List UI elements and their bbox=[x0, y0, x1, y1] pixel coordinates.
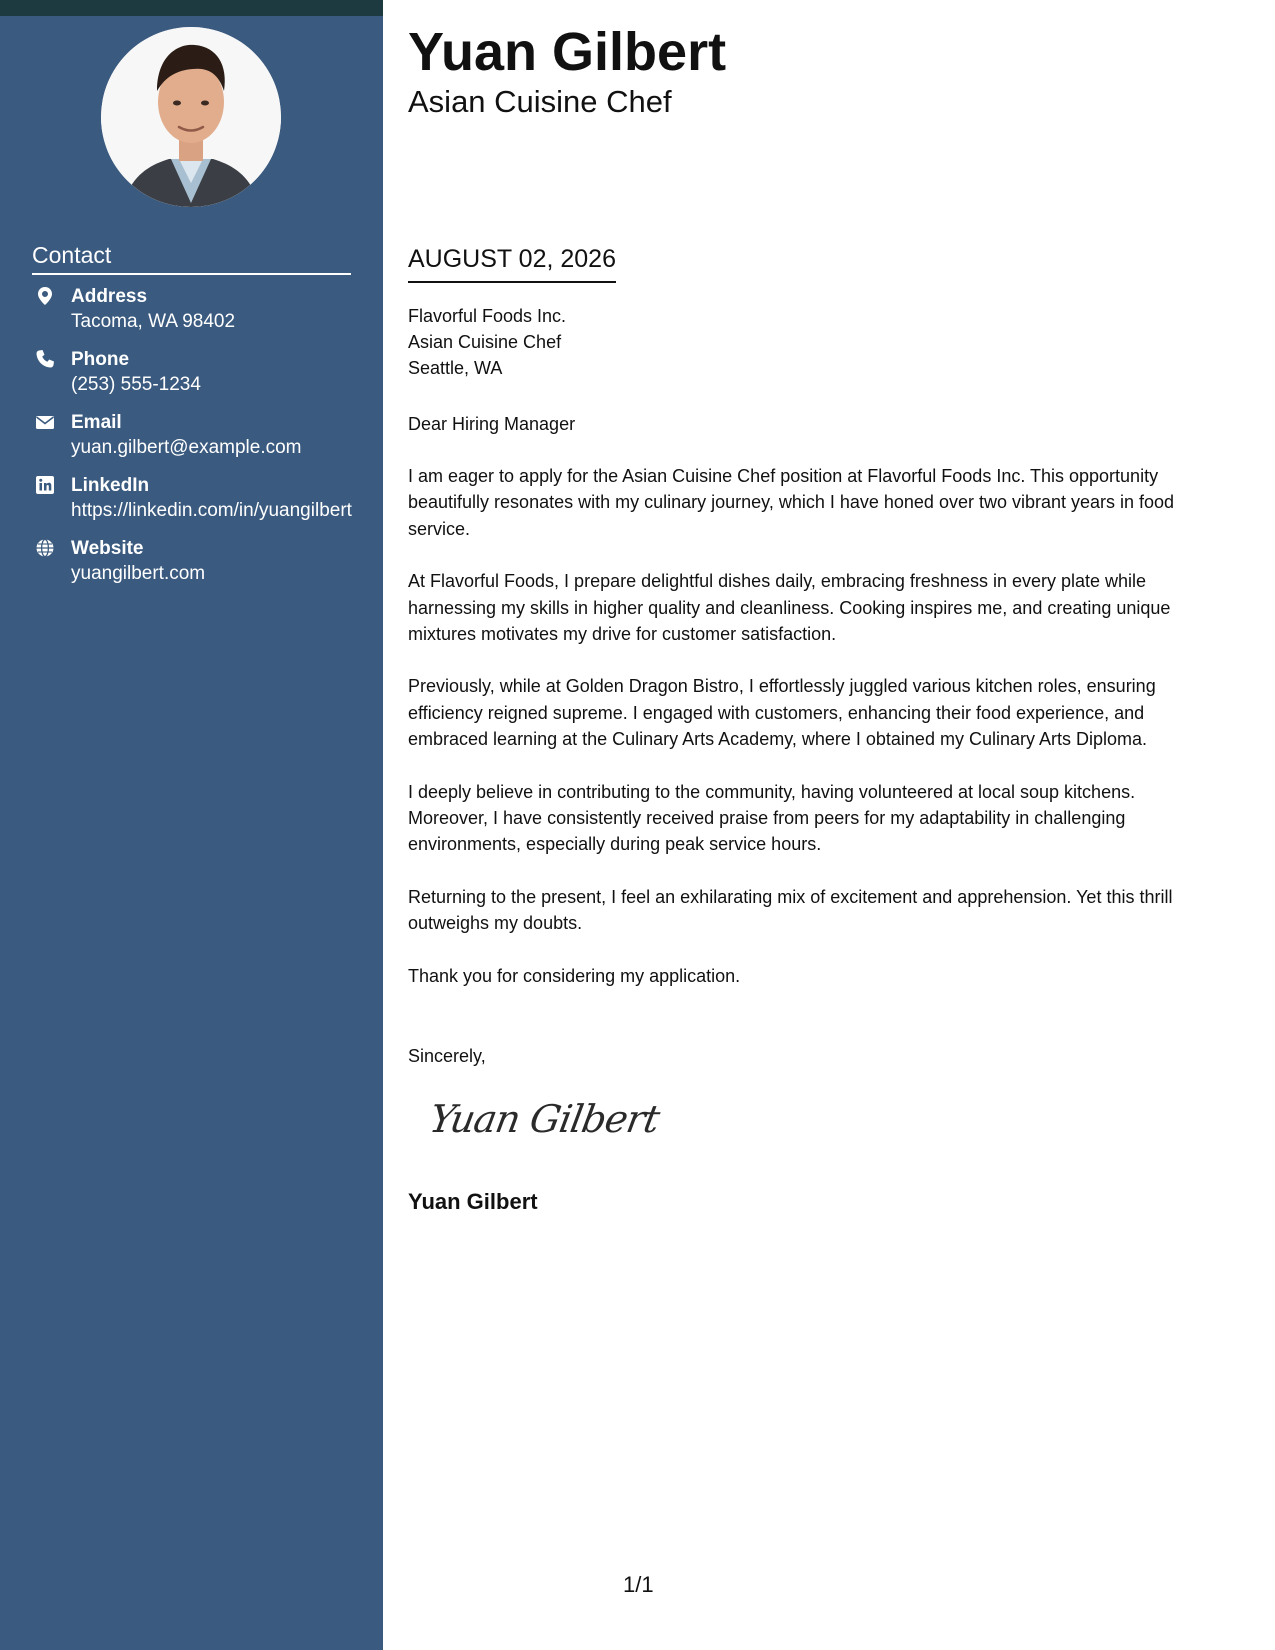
letter-paragraph: I am eager to apply for the Asian Cuisine Chef position at Flavorful Foods Inc. This opportunity beautifully resonates with my culinary journey, which I have honed over two vibrant years in food service. bbox=[408, 466, 1175, 539]
contact-value: Tacoma, WA 98402 bbox=[71, 311, 236, 332]
contact-item-linkedin bbox=[32, 473, 357, 523]
signer-name: Yuan Gilbert bbox=[408, 1189, 538, 1214]
contact-label: Address bbox=[71, 286, 148, 307]
contact-value: yuan.gilbert@example.com bbox=[71, 437, 302, 458]
contact-list bbox=[32, 284, 357, 599]
salutation: Dear Hiring Manager bbox=[408, 414, 576, 434]
contact-label: LinkedIn bbox=[71, 475, 150, 496]
letter-paragraph: At Flavorful Foods, I prepare delightful dishes daily, embracing freshness in every plate while harnessing my skills in higher quality and cleanliness. Cooking inspires me, and creating unique mixtures motivates my drive for customer satisfaction. bbox=[408, 571, 1171, 645]
contact-value[interactable]: https://linkedin.com/in/yuangilbert bbox=[71, 500, 352, 521]
email-icon bbox=[35, 412, 55, 432]
recipient-company: Flavorful Foods Inc. bbox=[408, 306, 567, 326]
contact-item-address bbox=[32, 284, 357, 334]
letter-date: AUGUST 02, 2026 bbox=[408, 243, 616, 283]
letter-paragraph: I deeply believe in contributing to the community, having volunteered at local soup kitchens. Moreover, I have consistently received praise from peers for my adaptability in challenging environments, especially during peak service hours. bbox=[408, 781, 1136, 855]
location-pin-icon bbox=[35, 286, 55, 306]
contact-label: Phone bbox=[71, 349, 130, 370]
recipient-block bbox=[408, 303, 1208, 381]
contact-value: (253) 555-1234 bbox=[71, 374, 201, 395]
linkedin-icon bbox=[35, 475, 55, 495]
letter-paragraph: Returning to the present, I feel an exhilarating mix of excitement and apprehension. Yet this thrill outweighs my doubts. bbox=[408, 886, 1173, 934]
globe-icon bbox=[35, 538, 55, 558]
profile-photo bbox=[101, 27, 281, 207]
closing: Sincerely, bbox=[408, 1046, 486, 1066]
contact-label: Email bbox=[71, 412, 122, 433]
letter-paragraph: Previously, while at Golden Dragon Bistro, I effortlessly juggled various kitchen roles, ensuring efficiency reigned supreme. I engaged with customers, enhancing their food experience, and embraced learning at the Culinary Arts Academy, where I obtained my Culinary Arts Diploma. bbox=[408, 676, 1156, 750]
sidebar bbox=[0, 0, 383, 1650]
sidebar-top-bar bbox=[0, 0, 383, 16]
letter-paragraph: Thank you for considering my application. bbox=[408, 965, 741, 986]
letter-body bbox=[408, 463, 1218, 1015]
avatar bbox=[101, 27, 281, 207]
applicant-name: Yuan Gilbert bbox=[408, 22, 727, 82]
contact-heading: Contact bbox=[32, 240, 351, 275]
contact-label: Website bbox=[71, 538, 144, 559]
phone-icon bbox=[35, 349, 55, 369]
page-number: 1/1 bbox=[623, 1572, 654, 1597]
contact-value[interactable]: yuangilbert.com bbox=[71, 563, 206, 584]
recipient-location: Seattle, WA bbox=[408, 358, 503, 378]
contact-item-phone bbox=[32, 347, 357, 397]
contact-item-email bbox=[32, 410, 357, 460]
applicant-title: Asian Cuisine Chef bbox=[408, 84, 672, 119]
contact-item-website bbox=[32, 536, 357, 586]
recipient-position: Asian Cuisine Chef bbox=[408, 332, 562, 352]
handwritten-signature: Yuan Gilbert bbox=[426, 1097, 663, 1141]
